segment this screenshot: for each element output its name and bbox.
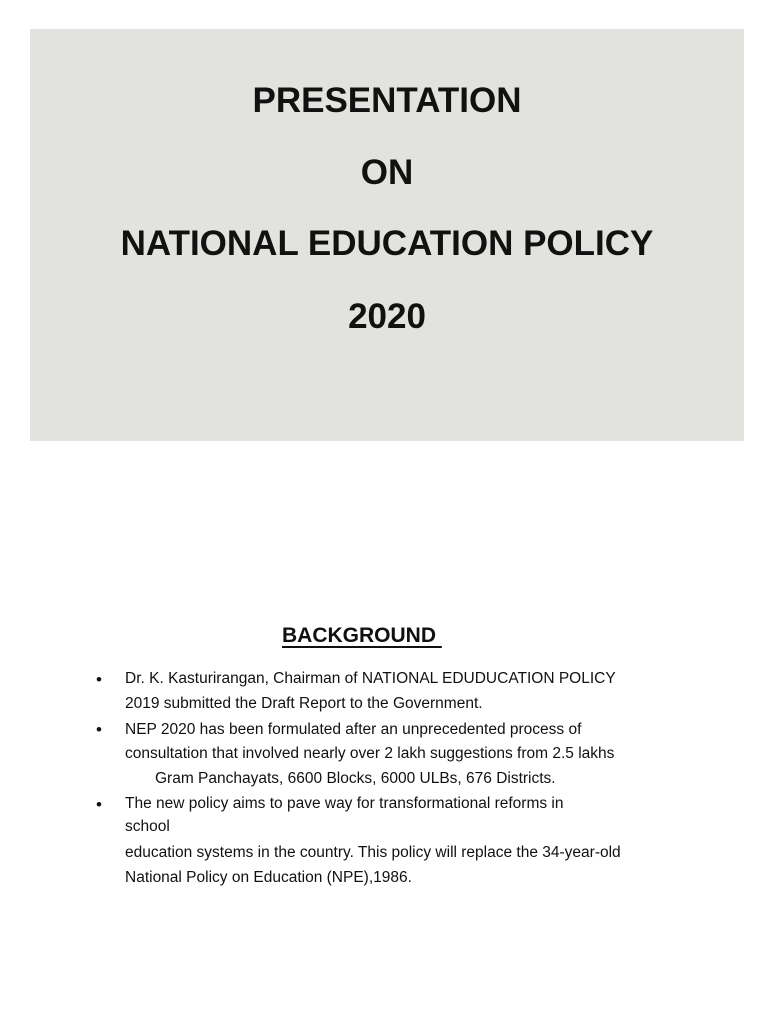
bullet-3-line-2: school (125, 818, 170, 835)
background-heading: BACKGROUND (282, 624, 442, 647)
bullet-2-line-2: consultation that involved nearly over 2 lakh suggestions from 2.5 lakhs (125, 745, 615, 762)
title-line-on: ON (360, 153, 414, 192)
bullet-2-line-1: NEP 2020 has been formulated after an unprecedented process of (125, 721, 582, 738)
title-line-year: 2020 (348, 297, 426, 336)
bullet-dot: • (96, 720, 102, 739)
bullet-3-line-3: education systems in the country. This policy will replace the 34-year-old (125, 844, 621, 861)
title-line-presentation: PRESENTATION (252, 81, 522, 120)
title-slide (30, 29, 744, 441)
bullet-2-line-3: Gram Panchayats, 6600 Blocks, 6000 ULBs, 676 Districts. (155, 770, 556, 787)
bullet-1-line-1: Dr. K. Kasturirangan, Chairman of NATIONAL EDUDUCATION POLICY (125, 670, 616, 687)
bullet-3-line-4: National Policy on Education (NPE),1986. (125, 869, 412, 886)
bullet-3-line-1: The new policy aims to pave way for transformational reforms in (125, 795, 564, 812)
bullet-dot: • (96, 670, 102, 689)
title-line-policy-name: NATIONAL EDUCATION POLICY (120, 224, 654, 263)
bullet-1-line-2: 2019 submitted the Draft Report to the Government. (125, 695, 483, 712)
bullet-dot: • (96, 795, 102, 814)
